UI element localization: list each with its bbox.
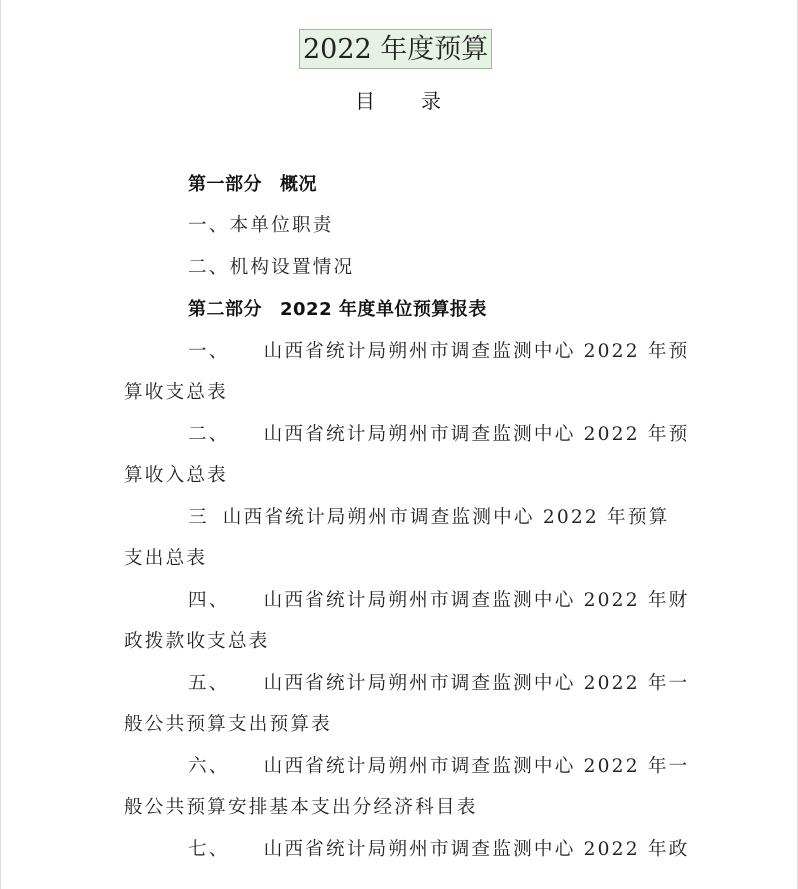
toc-entry-2	[188, 422, 689, 448]
toc-entry-7	[188, 837, 689, 863]
toc-entry-1-continued: 算收支总表	[124, 382, 228, 403]
entry-text: 山西省统计局朔州市调查监测中心 2022 年财	[263, 590, 690, 611]
toc-entry-4	[188, 588, 689, 614]
entry-number: 六、	[188, 756, 230, 777]
entry-text: 山西省统计局朔州市调查监测中心 2022 年预算	[222, 507, 670, 528]
document-title[interactable]: 2022 年度预算	[299, 29, 492, 69]
entry-number: 一、	[188, 341, 230, 362]
section-heading-part-2	[188, 297, 487, 323]
section-number: 第一部分	[188, 174, 262, 195]
section-heading-part-1	[188, 172, 317, 198]
toc-entry-unit-duties: 一、本单位职责	[188, 215, 334, 236]
section-title: 概况	[280, 174, 317, 195]
section-number: 第二部分	[188, 299, 262, 320]
toc-entry-5-continued: 般公共预算支出预算表	[124, 714, 332, 735]
toc-entry-6-continued: 般公共预算安排基本支出分经济科目表	[124, 797, 478, 818]
entry-text: 山西省统计局朔州市调查监测中心 2022 年预	[263, 341, 690, 362]
toc-entry-3	[188, 505, 669, 531]
entry-text: 山西省统计局朔州市调查监测中心 2022 年预	[263, 424, 690, 445]
entry-number: 二、	[188, 424, 230, 445]
toc-heading: 目录	[355, 89, 487, 113]
entry-number: 三	[188, 507, 209, 528]
toc-entry-2-continued: 算收入总表	[124, 465, 228, 486]
entry-text: 山西省统计局朔州市调查监测中心 2022 年一	[263, 756, 690, 777]
toc-entry-org-setup: 二、机构设置情况	[188, 257, 355, 278]
toc-entry-3-continued: 支出总表	[124, 548, 208, 569]
toc-entry-6	[188, 754, 689, 780]
entry-number: 五、	[188, 673, 230, 694]
entry-number: 七、	[188, 839, 230, 860]
entry-number: 四、	[188, 590, 230, 611]
section-title: 2022 年度单位预算报表	[280, 299, 487, 320]
toc-entry-4-continued: 政拨款收支总表	[124, 631, 270, 652]
entry-text: 山西省统计局朔州市调查监测中心 2022 年一	[263, 673, 690, 694]
toc-entry-5	[188, 671, 689, 697]
toc-entry-1	[188, 339, 689, 365]
entry-text: 山西省统计局朔州市调查监测中心 2022 年政	[263, 839, 690, 860]
